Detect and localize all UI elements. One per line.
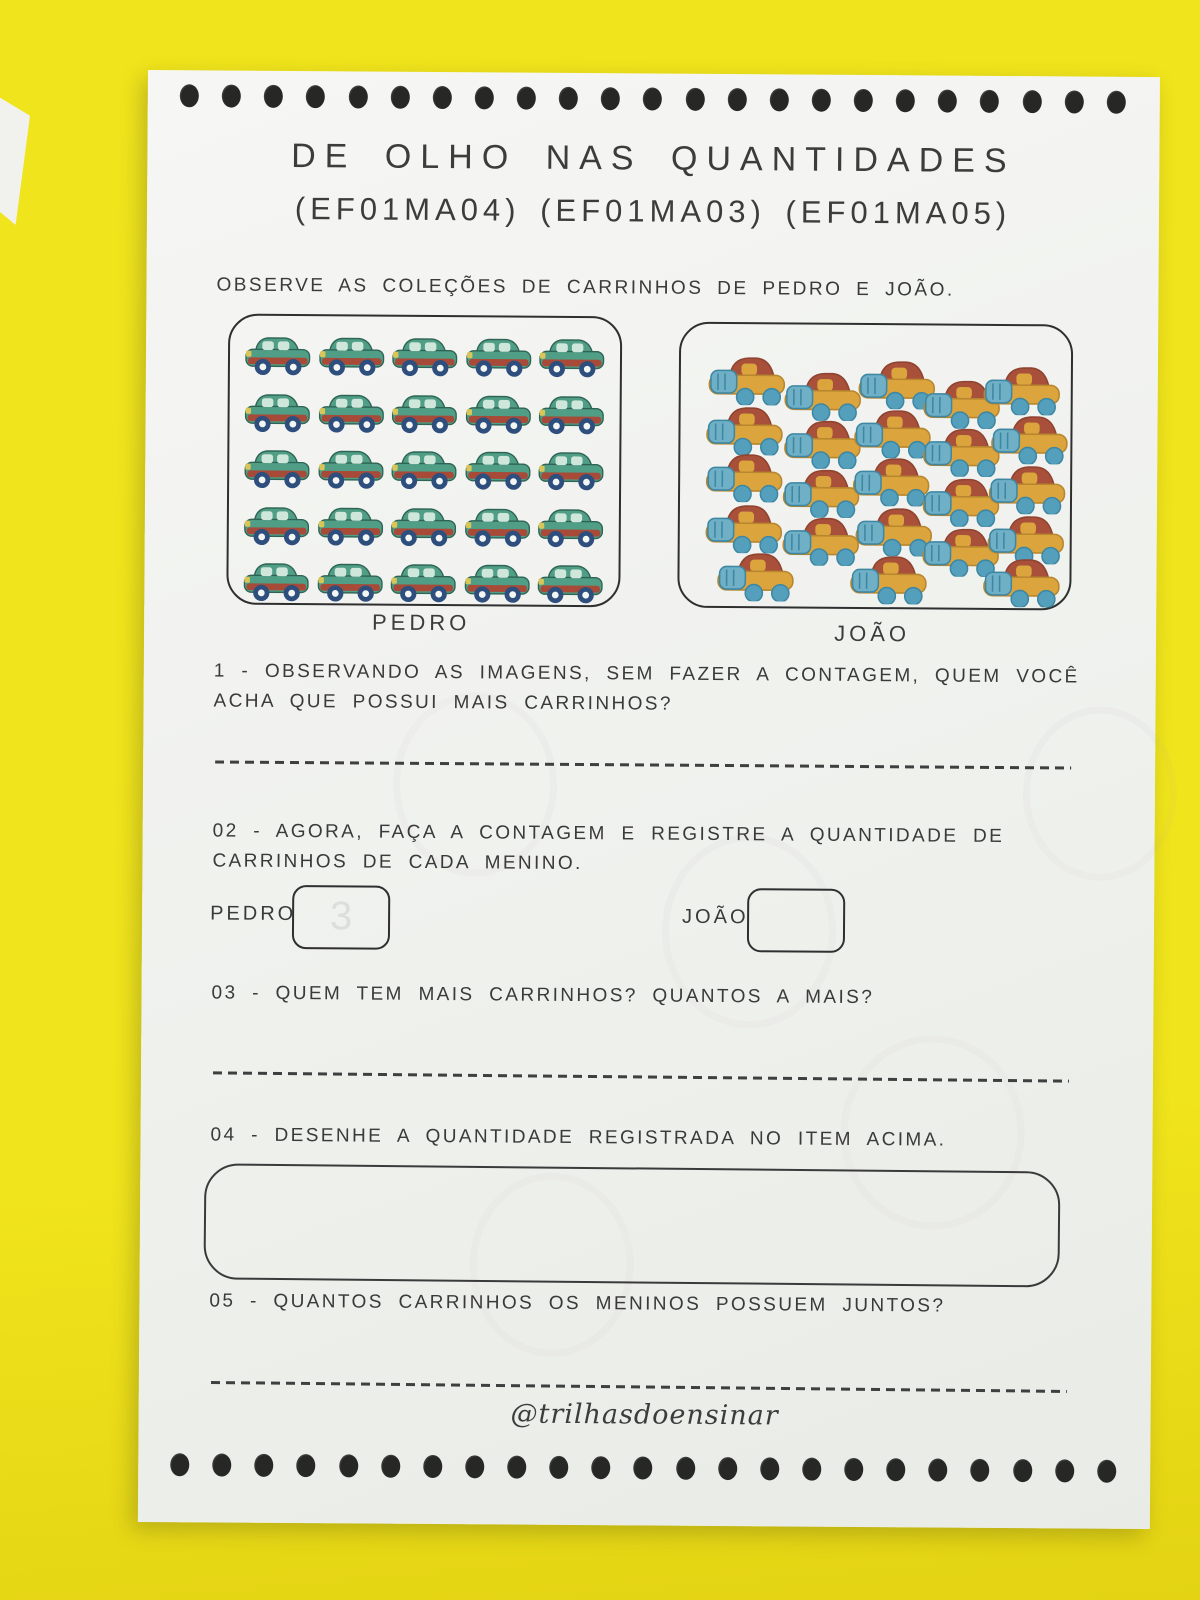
binding-dot	[180, 84, 199, 107]
joao-car-area	[679, 324, 1071, 609]
bleed-through-digit: 3	[329, 894, 353, 939]
instagram-handle: @trilhasdoensinar	[510, 1398, 779, 1432]
pedro-count-box[interactable]	[292, 885, 390, 950]
answer-line-1[interactable]	[215, 760, 1071, 768]
worksheet-page	[138, 70, 1160, 1529]
binding-dot	[1055, 1459, 1074, 1482]
binding-dot	[601, 87, 620, 110]
pedro-collection-label: PEDRO	[371, 609, 471, 636]
toy-car-icon	[782, 466, 860, 518]
bottom-dotted-border	[170, 1453, 1116, 1483]
toy-car-icon	[988, 463, 1066, 515]
toy-car-icon	[705, 451, 783, 503]
binding-dot	[928, 1458, 947, 1481]
binding-dot	[390, 86, 409, 109]
binding-dot	[802, 1458, 821, 1481]
binding-dot	[1013, 1459, 1032, 1482]
binding-dot	[339, 1454, 358, 1477]
binding-dot	[980, 90, 999, 113]
binding-dot	[423, 1455, 442, 1478]
toy-car-icon	[705, 404, 783, 456]
toy-car-icon	[316, 561, 384, 606]
toy-car-icon	[852, 455, 930, 507]
binding-dot	[297, 1454, 316, 1477]
toy-car-icon	[537, 562, 605, 607]
drawing-answer-box[interactable]	[203, 1163, 1060, 1287]
joao-count-label: JOÃO	[682, 905, 749, 929]
count-answer-row	[210, 880, 1090, 956]
toy-car-icon	[465, 335, 533, 380]
background-paper-corner	[0, 95, 30, 225]
toy-car-icon	[853, 407, 931, 459]
toy-car-icon	[849, 553, 927, 605]
toy-car-icon	[538, 336, 606, 381]
question-4: 04 - DESENHE A QUANTIDADE REGISTRADA NO ITEM ACIMA.	[210, 1124, 947, 1151]
binding-dot	[549, 1456, 568, 1479]
question-1: 1 - OBSERVANDO AS IMAGENS, SEM FAZER A CONTAGEM, QUEM VOCÊ ACHA QUE POSSUI MAIS CARRINHOS?	[213, 660, 1080, 716]
binding-dot	[896, 89, 915, 112]
binding-dot	[222, 85, 241, 108]
binding-dot	[170, 1453, 189, 1476]
binding-dot	[844, 1458, 863, 1481]
toy-car-icon	[990, 413, 1068, 465]
binding-dot	[685, 88, 704, 111]
toy-car-icon	[983, 364, 1061, 416]
toy-car-icon	[464, 448, 532, 493]
binding-dot	[643, 87, 662, 110]
toy-car-icon	[243, 504, 311, 549]
toy-car-icon	[317, 334, 385, 379]
toy-car-icon	[317, 447, 385, 492]
joao-count-box[interactable]	[747, 888, 845, 953]
toy-car-icon	[391, 391, 459, 436]
binding-dot	[306, 85, 325, 108]
binding-dot	[718, 1457, 737, 1480]
answer-line-3[interactable]	[211, 1381, 1067, 1392]
binding-dot	[517, 87, 536, 110]
toy-car-icon	[463, 562, 531, 607]
binding-dot	[212, 1453, 231, 1476]
binding-dot	[1106, 91, 1125, 114]
binding-dot	[1097, 1460, 1116, 1483]
toy-car-icon	[390, 448, 458, 493]
binding-dot	[769, 88, 788, 111]
toy-car-icon	[537, 449, 605, 494]
toy-car-icon	[538, 392, 606, 437]
toy-car-icon	[317, 391, 385, 436]
toy-car-icon	[708, 354, 786, 406]
toy-car-icon	[537, 506, 605, 551]
binding-dot	[886, 1458, 905, 1481]
toy-car-icon	[783, 417, 861, 469]
binding-dot	[465, 1455, 484, 1478]
binding-dot	[634, 1456, 653, 1479]
binding-dot	[938, 90, 957, 113]
joao-collection-box	[677, 322, 1073, 611]
binding-dot	[475, 86, 494, 109]
binding-dot	[812, 89, 831, 112]
pedro-car-grid	[228, 316, 620, 626]
top-dotted-border	[180, 84, 1126, 114]
binding-dot	[1022, 90, 1041, 113]
toy-car-icon	[316, 504, 384, 549]
toy-car-icon	[389, 561, 457, 606]
binding-dot	[760, 1457, 779, 1480]
binding-dot	[432, 86, 451, 109]
toy-car-icon	[391, 335, 459, 380]
binding-dot	[591, 1456, 610, 1479]
binding-dot	[1064, 90, 1083, 113]
binding-dot	[559, 87, 578, 110]
toy-car-icon	[464, 392, 532, 437]
binding-dot	[254, 1454, 273, 1477]
toy-car-icon	[705, 502, 783, 554]
toy-car-icon	[244, 334, 312, 379]
pedro-collection-box	[226, 314, 622, 608]
binding-dot	[348, 85, 367, 108]
toy-car-icon	[243, 447, 311, 492]
binding-dot	[727, 88, 746, 111]
toy-car-icon	[716, 550, 794, 602]
toy-car-icon	[463, 505, 531, 550]
binding-dot	[381, 1455, 400, 1478]
question-3: 03 - QUEM TEM MAIS CARRINHOS? QUANTOS A MAIS?	[211, 982, 875, 1009]
worksheet-skill-codes: (EF01MA04) (EF01MA03) (EF01MA05)	[294, 191, 1012, 232]
joao-collection-label: JOÃO	[834, 620, 911, 647]
question-2: 02 - AGORA, FAÇA A CONTAGEM E REGISTRE A QUANTIDADE DE CARRINHOS DE CADA MENINO.	[212, 820, 1005, 875]
worksheet-title: DE OLHO NAS QUANTIDADES	[291, 137, 1016, 181]
binding-dot	[854, 89, 873, 112]
binding-dot	[507, 1456, 526, 1479]
toy-car-icon	[243, 390, 311, 435]
toy-car-icon	[242, 560, 310, 605]
binding-dot	[264, 85, 283, 108]
toy-car-icon	[982, 556, 1060, 608]
toy-car-icon	[784, 369, 862, 421]
binding-dot	[676, 1457, 695, 1480]
toy-car-icon	[390, 505, 458, 550]
question-5: 05 - QUANTOS CARRINHOS OS MENINOS POSSUEM JUNTOS?	[209, 1290, 946, 1317]
binding-dot	[971, 1459, 990, 1482]
instruction-text: OBSERVE AS COLEÇÕES DE CARRINHOS DE PEDRO E JOÃO.	[216, 274, 955, 301]
pedro-count-label: PEDRO	[210, 902, 297, 926]
